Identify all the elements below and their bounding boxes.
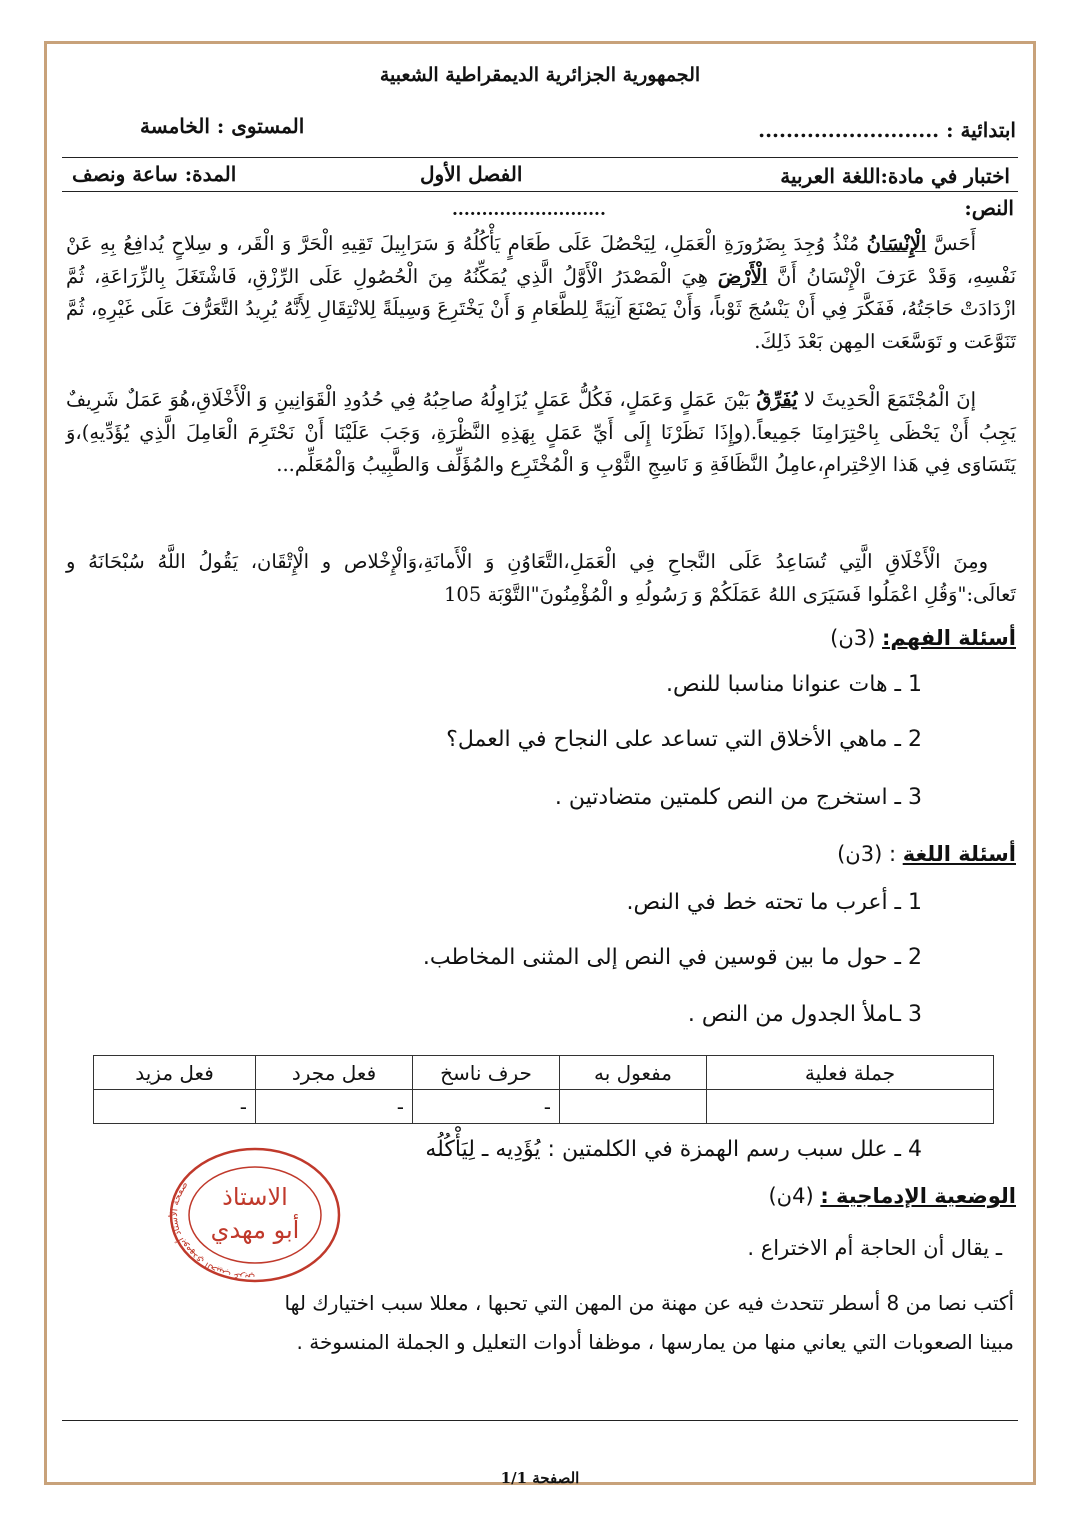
answer-table bbox=[93, 1055, 994, 1124]
table-header-cell: فعل مزيد bbox=[94, 1056, 256, 1090]
table-cell[interactable] bbox=[560, 1090, 707, 1124]
language-question-4: 4 ـ علل سبب رسم الهمزة في الكلمتين : يُؤَدِيه ـ لِيَأْكُلُه bbox=[425, 1137, 922, 1162]
table-header-cell: فعل مجرد bbox=[256, 1056, 413, 1090]
table-cell[interactable]: - bbox=[413, 1090, 560, 1124]
table-header-cell: حرف ناسخ bbox=[413, 1056, 560, 1090]
school-field: ابتدائية : .......................... bbox=[758, 118, 1016, 142]
stamp-line-1: الاستاذ bbox=[222, 1183, 288, 1211]
table-header-row bbox=[94, 1056, 994, 1090]
underlined-word-yufarriq: يُفَرِّقُ bbox=[756, 388, 798, 411]
table-header-cell: جملة فعلية bbox=[707, 1056, 994, 1090]
exam-title: اختبار في مادة:اللغة العربية bbox=[780, 164, 1010, 188]
language-question-2: 2 ـ حول ما بين قوسين في النص إلى المثنى المخاطب. bbox=[422, 945, 922, 970]
language-question-3: 3 ـاملأ الجدول من النص . bbox=[687, 1002, 922, 1027]
duration-label: المدة: ساعة ونصف bbox=[72, 162, 237, 186]
comprehension-heading: أسئلة الفهم: (3ن) bbox=[830, 626, 1016, 650]
stamp-ring-text: صفحة الأستاذ أبومهدي الحبيب غربي bbox=[168, 1179, 256, 1283]
stamp-line-2: أبو مهدي bbox=[210, 1216, 300, 1244]
table-row bbox=[94, 1090, 994, 1124]
page-number: الصفحة 1/1 bbox=[500, 1469, 580, 1487]
integration-heading: الوضعية الإدماجية : (4ن) bbox=[768, 1184, 1016, 1208]
passage-paragraph-1: أَحَسَّ الْإِنْسَانُ مُنْذُ وُجِدَ بِضَرُورَةِ الْعَمَلِ، لِيَحْصُلَ عَلَى طَعَامٍ يَأْكُلُهُ وَ سَرَابِيلَ تَقِيهِ الْحَرَّ وَ الْقَر، و سِلاحٍ يُدافِعُ بِهِ عَنْ نَفْسِهِ، وَقَدْ عَرَفَ الْإِنْسَانُ أَنَّ الْأَرْضَ هِيَ الْمَصْدَرُ الْأَوَّلُ الَّذِي يُمَكِّنُهُ مِنَ الْحُصُولِ عَلَى الرِّزْقِ، فَاشْتَغَلَ بِالزِّرَاعَةِ، ثُمَّ ازْدَادَتْ حَاجَتُهُ، فَفَكَّرَ فِي أَنْ يَنْسُجَ ثَوْباً، وَأَنْ يَصْنَعَ آنِيَةً لِلطَّعَامِ وَ أَنْ يَخْتَرِعَ وَسِيلَةً لِلانْتِقَالِ لِأَنَّهُ يُرِيدُ التَّعَرُّفَ عَلَى غَيْرِهِ، ثُمَّ تَنَوَّعَت و تَوَسَّعَت المِهن بَعْدَ ذَلِكَ. bbox=[66, 232, 1017, 353]
language-question-1: 1 ـ أعرب ما تحته خط في النص. bbox=[626, 890, 922, 915]
header-rule-bottom bbox=[62, 191, 1018, 192]
text-label: النص: bbox=[964, 196, 1014, 220]
level-label: المستوى : الخامسة bbox=[140, 114, 305, 138]
table-cell[interactable]: - bbox=[94, 1090, 256, 1124]
table-cell[interactable]: - bbox=[256, 1090, 413, 1124]
comprehension-question-2: 2 ـ ماهي الأخلاق التي تساعد على النجاح في العمل؟ bbox=[446, 727, 922, 752]
header-rule-top bbox=[62, 157, 1018, 158]
teacher-stamp bbox=[165, 1143, 345, 1283]
underlined-word-insan: الْإِنْسَانُ bbox=[866, 232, 927, 255]
integration-task-line-1: أكتب نصا من 8 أسطر تتحدث فيه عن مهنة من المهن التي تحبها ، معللا سبب اختيارك لها bbox=[284, 1291, 1014, 1315]
republic-title: الجمهورية الجزائرية الديمقراطية الشعبية bbox=[379, 64, 701, 86]
text-dots: .......................... bbox=[452, 200, 606, 220]
term-label: الفصل الأول bbox=[420, 162, 523, 186]
passage-paragraph-3: ومِنَ الْأَخْلَاقِ الَّتِي تُسَاعِدُ عَلَى النَّجاحِ فِي الْعَمَلِ،التَّعَاوُنِ وَ الْأَمانَةِ،وَالْإِخْلاص و الْإِتْقَان، يَقُولُ اللَّهُ سُبْحَانَهُ و تَعالَى:"وَقُلِ اعْمَلُوا فَسَيَرَى اللهُ عَمَلَكُمْ وَ رَسُولُهِ و الْمُؤْمِنُونَ"التَّوْبَة 105 bbox=[66, 550, 1016, 606]
comprehension-question-1: 1 ـ هات عنوانا مناسبا للنص. bbox=[666, 672, 922, 697]
comprehension-question-3: 3 ـ استخرج من النص كلمتين متضادتين . bbox=[554, 785, 922, 810]
integration-task-line-2: مبينا الصعوبات التي يعاني منها من يمارسها ، موظفا أدوات التعليل و الجملة المنسوخة . bbox=[296, 1330, 1014, 1354]
integration-lead: ـ يقال أن الحاجة أم الاختراع . bbox=[747, 1236, 1002, 1260]
table-cell[interactable] bbox=[707, 1090, 994, 1124]
underlined-word-ard: الْأَرْضَ bbox=[717, 264, 768, 288]
table-header-cell: مفعول به bbox=[560, 1056, 707, 1090]
passage-paragraph-2: إنَ الْمُجْتَمَعَ الْحَدِيثَ لا يُفَرِّقُ بَيْنَ عَمَلٍ وَعَمَلٍ، فَكُلُّ عَمَلٍ يُزَاوِلُهُ صاحِبُهُ فِي حُدُودِ الْقَوَانِينِ وَ الْأَخْلَاقِ،هُوَ عَمَلٌ شَرِيفٌ يَجِبُ أَنْ يَحْظَى بِاحْتِرَامِنَا جَمِيعاً.(وإِذَا نَظَرْنَا إِلَى أَيِّ عَمَلٍ بِهَذِهِ النَّظْرَةِ، وَجَبَ عَلَيْنَا أَنْ نَحْتَرِمَ الْعَامِلَ الَّذِي يُؤَدِّيهِ)،وَ يَتَسَاوَى فِي هَذا الاِحْتِرامِ،عامِلُ النَّظَافَةِ وَ نَاسِجِ الثَّوْبِ وَ الْمُخْتَرِع والمُؤَلِّف وَالطَّبِيبُ وَالْمُعَلِّم... bbox=[66, 388, 1016, 477]
footer-rule bbox=[62, 1420, 1018, 1421]
stamp-inner-ring bbox=[189, 1167, 321, 1263]
language-heading: أسئلة اللغة : (3ن) bbox=[837, 842, 1016, 866]
